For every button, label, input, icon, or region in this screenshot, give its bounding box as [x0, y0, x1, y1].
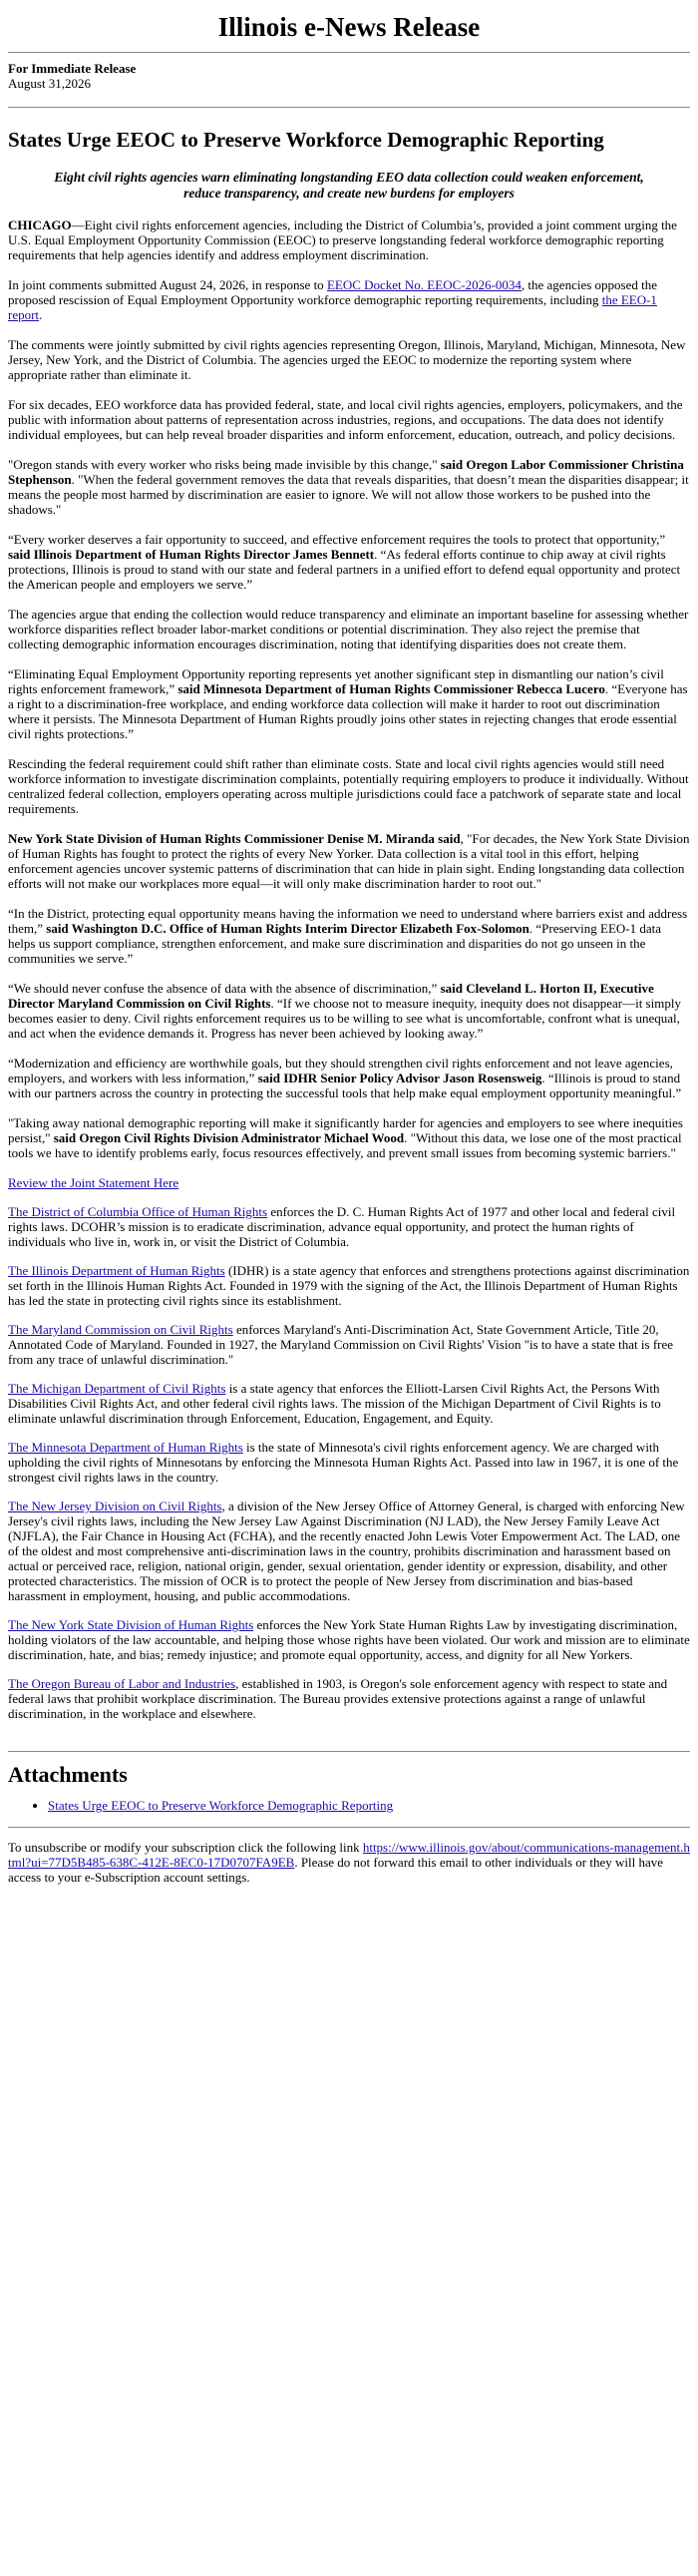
agency-link-new-york[interactable]: The New York State Division of Human Rights: [8, 1617, 254, 1632]
release-label: For Immediate Release: [8, 61, 137, 76]
dateline: CHICAGO: [8, 217, 72, 232]
attachment-item: [48, 1798, 690, 1813]
quote-oregon-labor: "Oregon stands with every worker who risks being made invisible by this change," said Oregon Labor Commissioner Christina Stephenson. "When the federal government removes the data that reveals disparities, that doesn’t mean the disparities disappear; it means the people most harmed by discrimination are easier to ignore. We will not allow those workers to be pushed into the shadows.": [8, 457, 689, 517]
about-maryland: The Maryland Commission on Civil Rights enforces Maryland's Anti-Discrimination Act, State Government Article, Title 20, Annotated Code of Maryland. Founded in 1927, the Maryland Commission on Civil Rights' Vision "is to have a state that is free from any trace of unlawful discrimination.": [8, 1322, 674, 1367]
divider: [8, 107, 690, 108]
agency-link-illinois[interactable]: The Illinois Department of Human Rights: [8, 1263, 225, 1278]
about-minnesota: The Minnesota Department of Human Rights is the state of Minnesota's civil rights enforcement agency. We are charged with upholding the civil rights of Minnesotans by enforcing the Minnesota Human Rights Act. Passed into law in 1967, it is one of the strongest civil rights laws in the country.: [8, 1440, 679, 1485]
about-illinois: The Illinois Department of Human Rights (IDHR) is a state agency that enforces and strengthens protections against discrimination set forth in the Illinois Human Rights Act. Founded in 1979 with the signing of the Act, the Illinois Department of Human Rights has led the state in protecting civil rights since its establishment.: [8, 1263, 690, 1308]
agency-link-oregon[interactable]: The Oregon Bureau of Labor and Industries: [8, 1676, 236, 1691]
unsubscribe-notice: To unsubscribe or modify your subscription click the following link https://www.illinois.gov/about/communications-management.html?ui=77D5B485-638C-412E-8EC0-17D0707FA9EB. Please do not forward this email to other individuals or they will have access to your e-Subscription account settings.: [8, 1840, 690, 1885]
attachment-link[interactable]: States Urge EEOC to Preserve Workforce Demographic Reporting: [48, 1798, 394, 1813]
review-statement: [8, 1175, 690, 1190]
quote-oregon-civil-rights: "Taking away national demographic reporting will make it significantly harder for agencies and employers to see where inequities persist," said Oregon Civil Rights Division Administrator Michael Wood. "Without this data, we lose one of the most practical tools we have to identify problems early, focus resources effectively, and prevent small issues from becoming systemic barriers.": [8, 1115, 683, 1160]
release-info: [8, 61, 690, 93]
agency-link-dc[interactable]: The District of Columbia Office of Human Rights: [8, 1204, 268, 1219]
docket-link[interactable]: EEOC Docket No. EEOC-2026-0034: [326, 277, 522, 292]
quote-illinois: “Every worker deserves a fair opportunity to succeed, and effective enforcement requires the tools to protect that opportunity,” said Illinois Department of Human Rights Director James Bennett. “As federal efforts continue to chip away at civil rights protections, Illinois is proud to stand with our state and federal partners in a unified effort to defend equal opportunity and protect the American people and employers we serve.”: [8, 532, 681, 592]
review-statement-link[interactable]: Review the Joint Statement Here: [8, 1175, 179, 1190]
masthead-title: Illinois e-News Release: [217, 12, 481, 42]
agency-link-new-jersey[interactable]: The New Jersey Division on Civil Rights: [8, 1499, 222, 1513]
divider: [8, 1827, 690, 1828]
agency-link-minnesota[interactable]: The Minnesota Department of Human Rights: [8, 1440, 243, 1455]
subheadline: Eight civil rights agencies warn eliminating longstanding EEO data collection could weaken enforcement, reduce transparency, and create new burdens for employers: [54, 170, 644, 201]
about-oregon: The Oregon Bureau of Labor and Industries, established in 1903, is Oregon's sole enforcement agency with respect to state and federal laws that prohibit workplace discrimination. The Bureau provides extensive protections against a range of unlawful discrimination, in the workplace and elsewhere.: [8, 1676, 668, 1721]
eeo1-report-link[interactable]: the EEO-1 report: [8, 292, 657, 322]
quote-new-york: New York State Division of Human Rights Commissioner Denise M. Miranda said, "For decades, the New York State Division of Human Rights has fought to protect the rights of every New Yorker. Data collection is a vital tool in this effort, helping enforcement agencies uncover systemic patterns of discrimination that can hide in plain sight. Ending longstanding data collection efforts will not make our workplaces more equal—it will only make discrimination harder to root out.": [8, 831, 690, 891]
paragraph-history: For six decades, EEO workforce data has provided federal, state, and local civil rights agencies, employers, policymakers, and the public with information about patterns of representation across industries, regions, and occupations. The data does not identify individual employees, but can help reveal broader disparities and inform enforcement, education, outreach, and policy decisions.: [8, 397, 683, 442]
about-new-jersey: The New Jersey Division on Civil Rights, a division of the New Jersey Office of Attorney General, is charged with enforcing New Jersey's civil rights laws, including the New Jersey Law Against Discrimination (NJ LAD), the New Jersey Family Leave Act (NJFLA), the Fair Chance in Housing Act (FCHA), and the recently enacted John Lewis Voter Empowerment Act. The LAD, one of the oldest and most comprehensive anti-discrimination laws in the country, prohibits discrimination and harassment based on actual or perceived race, religion, national origin, gender, sexual orientation, gender identity or expression, disability, and other protected characteristics. The mission of OCR is to protect the people of New Jersey from discrimination and bias-based harassment in employment, housing, and public accommodations.: [8, 1499, 685, 1603]
paragraph-argument: The agencies argue that ending the collection would reduce transparency and eliminate an important baseline for assessing whether workforce disparities reflect broader labor-market conditions or potential discrimination. They also reject the premise that collecting demographic information encourages discrimination, noting that identifying disparities does not create them.: [8, 607, 689, 651]
paragraph-costs: Rescinding the federal requirement could shift rather than eliminate costs. State and local civil rights agencies would still need workforce information to investigate discrimination complaints, potentially requiring employers to produce it individually. Without centralized federal collection, employers operating across multiple jurisdictions could face a patchwork of separate state and local requirements.: [8, 756, 689, 816]
about-dc: The District of Columbia Office of Human Rights enforces the D. C. Human Rights Act of 1977 and other local and federal civil rights laws. DCOHR’s mission is to eradicate discrimination, advance equal opportunity, and protect the human rights of individuals who live in, work in, or visit the District of Columbia.: [8, 1204, 676, 1249]
agency-link-michigan[interactable]: The Michigan Department of Civil Rights: [8, 1381, 226, 1396]
unsubscribe-link[interactable]: https://www.illinois.gov/about/communications-management.html?ui=77D5B485-638C-412E-8EC0-17D0707FA9EB: [8, 1840, 690, 1870]
about-michigan: The Michigan Department of Civil Rights is a state agency that enforces the Elliott-Larsen Civil Rights Act, the Persons With Disabilities Civil Rights Act, and other federal civil rights laws. The mission of the Michigan Department of Civil Rights is to eliminate unlawful discrimination through Enforcement, Education, Engagement, and Equity.: [8, 1381, 661, 1426]
quote-minnesota: “Eliminating Equal Employment Opportunity reporting represents yet another significant step in dismantling our nation’s civil rights enforcement framework,” said Minnesota Department of Human Rights Commissioner Rebecca Lucero. “Everyone has a right to a discrimination-free workplace, and ending workforce data collection will make it harder to root out discrimination where it persists. The Minnesota Department of Human Rights proudly joins other states in rejecting changes that erode essential civil rights protections.”: [8, 666, 688, 741]
attachments-list: [8, 1798, 690, 1813]
about-new-york: The New York State Division of Human Rights enforces the New York State Human Rights Law by investigating discrimination, holding violators of the law accountable, and helping those whose rights have been violated. Our work and mission are to eliminate discrimination, hate, and bias; remedy injustice; and promote equal opportunity, access, and dignity for all New Yorkers.: [8, 1617, 690, 1662]
attachments-heading: Attachments: [8, 1762, 128, 1787]
divider: [8, 1751, 690, 1752]
quote-dc: “In the District, protecting equal opportunity means having the information we need to understand where barriers exist and address them,” said Washington D.C. Office of Human Rights Interim Director Elizabeth Fox-Solomon. “Preserving EEO-1 data helps us support compliance, strengthen enforcement, and make sure discrimination and disparities do not go unseen in the communities we serve.”: [8, 906, 688, 966]
agency-link-maryland[interactable]: The Maryland Commission on Civil Rights: [8, 1322, 233, 1337]
paragraph-submission: In joint comments submitted August 24, 2026, in response to EEOC Docket No. EEOC-2026-0034, the agencies opposed the proposed rescission of Equal Employment Opportunity workforce demographic reporting requirements, including the EEO-1 report.: [8, 277, 657, 322]
divider: [8, 52, 690, 53]
quote-idhr-policy: “Modernization and efficiency are worthwhile goals, but they should strengthen civil rights enforcement and not leave agencies, employers, and workers with less information,” said IDHR Senior Policy Advisor Jason Rosensweig. “Illinois is proud to stand with our partners across the country in protecting the successful tools that help make equal employment opportunity meaningful.”: [8, 1056, 682, 1100]
quote-maryland: “We should never confuse the absence of data with the absence of discrimination,” said Cleveland L. Horton II, Executive Director Maryland Commission on Civil Rights. “If we choose not to measure inequity, inequity does not disappear—it simply becomes easier to deny. Civil rights enforcement requires us to be willing to see what is uncomfortable, confront what is unequal, and act when the evidence demands it. Progress has never been achieved by looking away.”: [8, 981, 681, 1041]
about-agencies: [8, 1204, 690, 1721]
paragraph-intro: CHICAGO—Eight civil rights enforcement agencies, including the District of Columbia’s, provided a joint comment urging the U.S. Equal Employment Opportunity Commission (EEOC) to preserve longstanding federal workforce demographic reporting requirements that help agencies identify and address employment discrimination.: [8, 217, 677, 262]
release-date: August 31,2026: [8, 76, 92, 91]
headline: States Urge EEOC to Preserve Workforce Demographic Reporting: [8, 128, 604, 152]
paragraph-agencies: The comments were jointly submitted by civil rights agencies representing Oregon, Illinois, Maryland, Michigan, Minnesota, New Jersey, New York, and the District of Columbia. The agencies urged the EEOC to modernize the reporting system where appropriate rather than eliminate it.: [8, 337, 686, 382]
